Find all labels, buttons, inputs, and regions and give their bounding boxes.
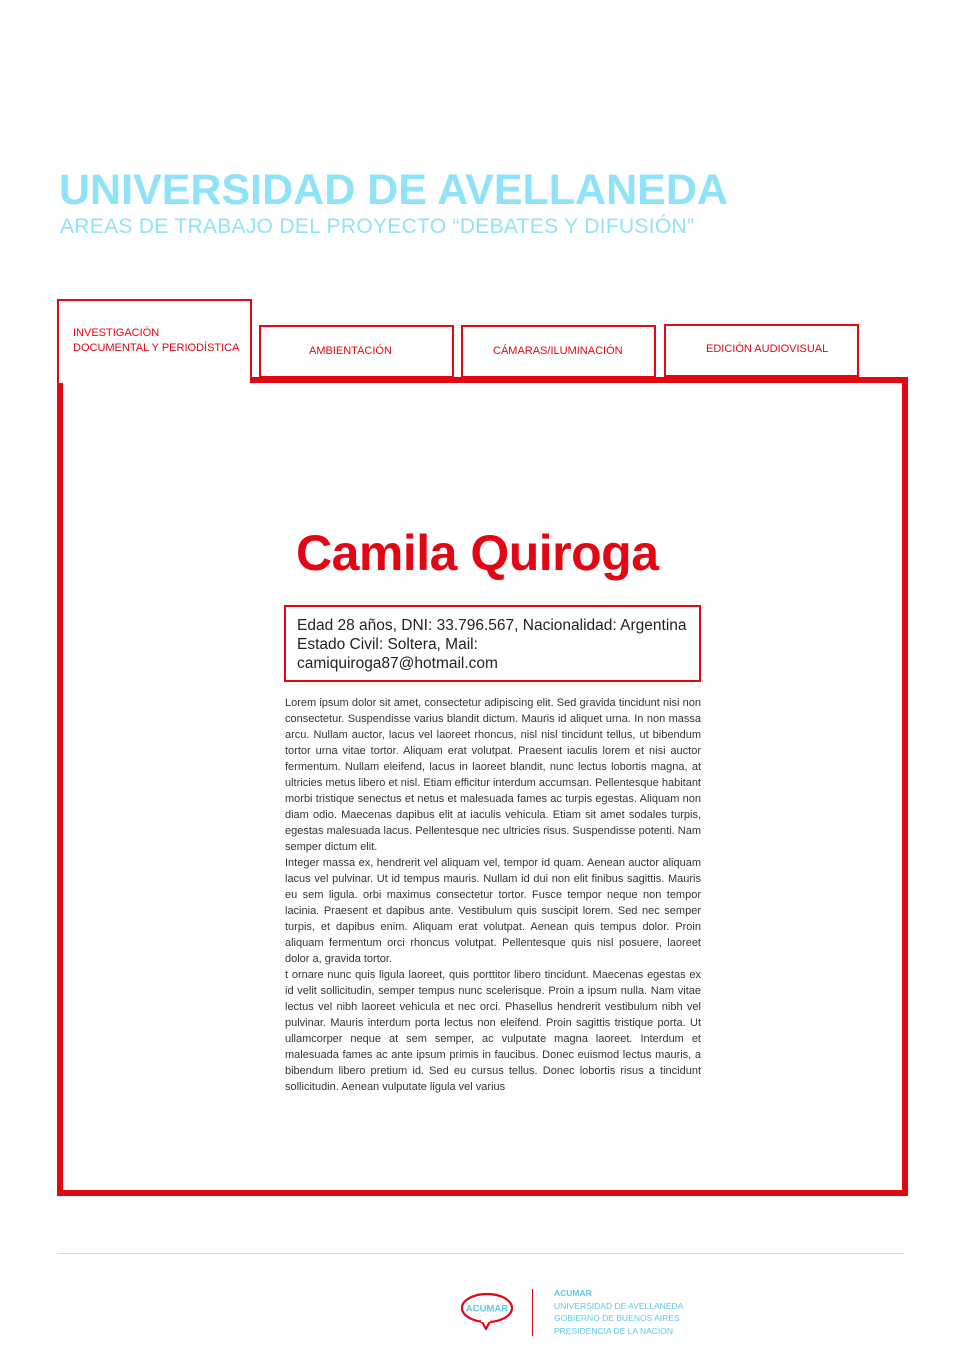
tab-ambientacion[interactable] [259, 325, 454, 378]
tab-label: CÁMARAS/ILUMINACIÓN [493, 345, 623, 357]
description-paragraph: Lorem ipsum dolor sit amet, consectetur adipiscing elit. Sed gravida tincidunt nisi non consectetur. Suspendisse varius blandit dictum. Mauris id aliquet urna. In non massa arcu. Nullam auctor, lacus vel laoreet rhoncus, nisl nisl tincidunt tellus, ut bibendum tortor urna vitae tortor. Aliquam erat volutpat. Praesent iaculis lorem et nisi auctor fermentum. Nullam eleifend, lacus in laoreet blandit, nunc lectus lobortis magna, at ultricies metus libero et nisl. Etiam efficitur interdum accumsan. Pellentesque habitant morbi tristique senectus et netus et malesuada fames ac turpis egestas. Aliquam non diam odio. Maecenas dapibus elit at iaculis vehicula. Etiam sit amet sodales turpis, egestas malesuada lacus. Pellentesque nec ultricies risus. Suspendisse potenti. Nam semper dictum elit. [285, 697, 701, 853]
footer-org-line: GOBIERNO DE BUENOS AIRES [554, 1313, 680, 1323]
footer-separator [532, 1289, 533, 1336]
tab-camaras-iluminacion[interactable] [461, 325, 656, 378]
profile-email[interactable]: camiquiroga87@hotmail.com [297, 655, 498, 672]
footer-org-line: ACUMAR [554, 1288, 592, 1298]
profile-name: Camila Quiroga [296, 525, 659, 581]
page-title: UNIVERSIDAD DE AVELLANEDA [59, 166, 728, 214]
profile-info-box [284, 605, 701, 682]
footer-org-line: PRESIDENCIA DE LA NACION [554, 1325, 674, 1336]
tab-label: AMBIENTACIÓN [309, 345, 392, 357]
acumar-logo [459, 1291, 515, 1331]
tab-label: INVESTIGACIÓN DOCUMENTAL Y PERIODÍSTICA [73, 327, 240, 354]
profile-info-line: Estado Civil: Soltera, Mail: [297, 636, 478, 653]
description-paragraph: t ornare nunc quis ligula laoreet, quis porttitor libero tincidunt. Maecenas egestas ex id velit sollicitudin, semper tempus nunc scelerisque. Proin a ipsum nulla. Nam vitae lectus vel nibh laoreet vehicula et nec orci. Phasellus hendrerit vestibulum nibh vel pulvinar. Mauris interdum porta lectus non eleifend. Proin sagittis tristique porta. Ut ullamcorper neque at sem semper, ac vulputate magna laoreet. Interdum et malesuada fames ac ante ipsum primis in faucibus. Donec euismod lectus mauris, a bibendum libero pretium id. Sed eu cursus tellus. Donec lobortis risus a tincidunt sollicitudin. Aenean vulputate ligula vel varius [285, 969, 701, 1093]
footer-organizations [554, 1287, 683, 1337]
active-tab-connector [59, 377, 250, 383]
tab-edicion-audiovisual[interactable] [664, 324, 859, 377]
profile-description [285, 695, 701, 1113]
page-subtitle: AREAS DE TRABAJO DEL PROYECTO “DEBATES Y DIFUSIÓN” [60, 215, 695, 238]
footer-org-line: UNIVERSIDAD DE AVELLANEDA [554, 1300, 684, 1311]
profile-info-line: Edad 28 años, DNI: 33.796.567, Nacionalidad: Argentina [297, 617, 687, 634]
tab-investigacion-documental[interactable] [57, 299, 252, 383]
footer-divider [57, 1253, 904, 1254]
logo-text: ACUMAR [465, 1303, 509, 1315]
description-paragraph: Integer massa ex, hendrerit vel aliquam vel, tempor id quam. Aenean auctor aliquam lacus vel pulvinar. Ut id tempus mauris. Nullam id dui non elit finibus sagittis. Mauris eu sem ligula. orbi maximus consectetur tortor. Fusce tempor neque non tempor lacinia. Praesent et dapibus ante. Vestibulum quis suscipit lorem. Sed nec semper turpis, et dapibus enim. Aliquam erat volutpat. Aenean quis tempus dolor. Proin aliquam fermentum orci rhoncus volutpat. Pellentesque quis nisl posuere, laoreet dolor a, gravida tortor. [285, 857, 701, 965]
tab-label: EDICIÓN AUDIOVISUAL [706, 343, 829, 355]
